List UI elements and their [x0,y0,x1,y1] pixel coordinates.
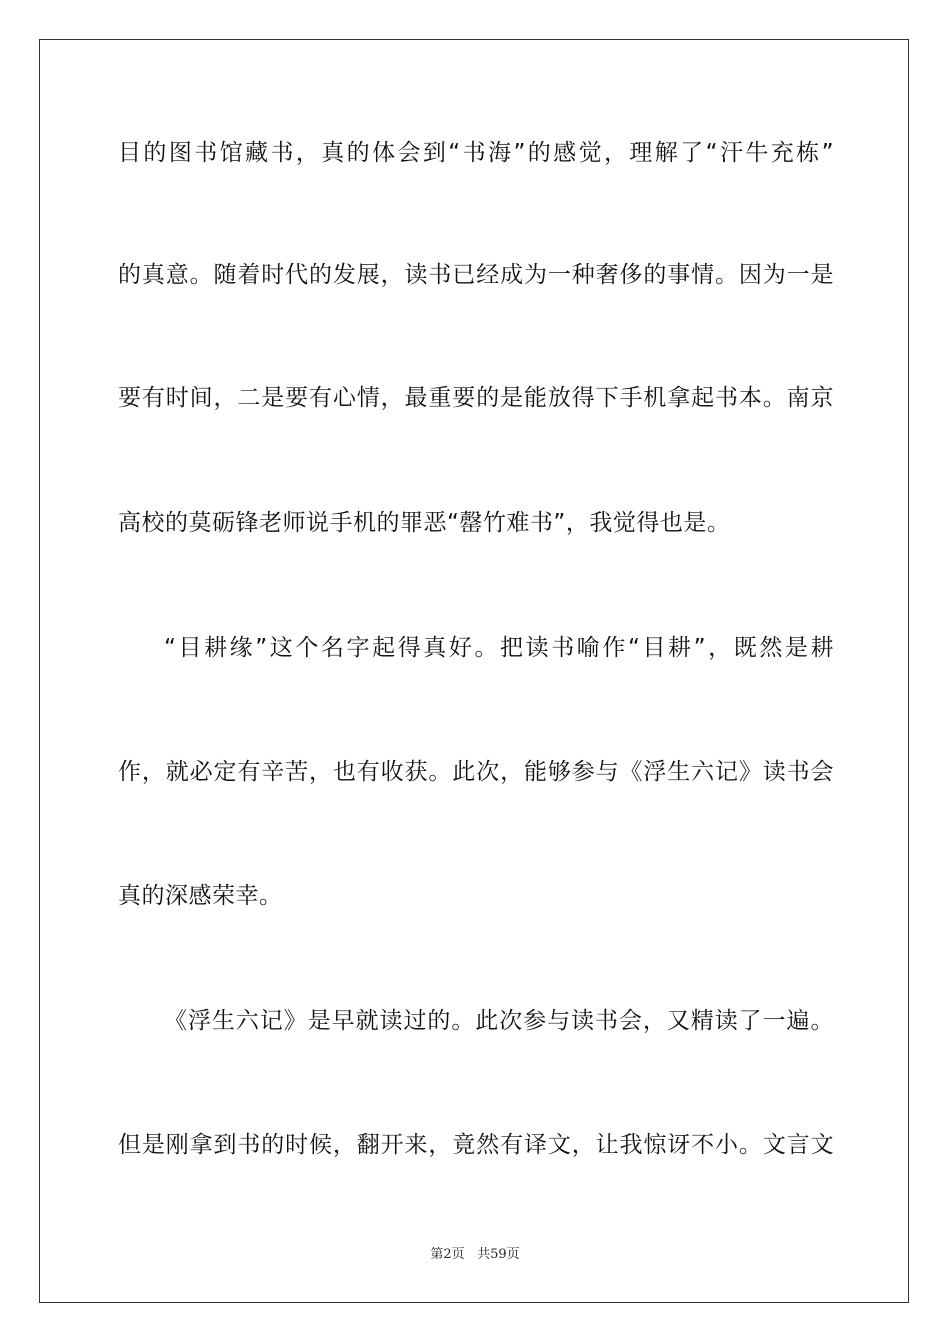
body-line-3: 要有时间，二是要有心情，最重要的是能放得下手机拿起书本。南京 [118,385,834,411]
body-line-7: 真的深感荣幸。 [118,883,283,909]
body-line-6: 作，就必定有辛苦，也有收获。此次，能够参与《浮生六记》读书会 [118,759,834,785]
page-footer [0,1246,950,1264]
body-line-4: 高校的莫砺锋老师说手机的罪恶“罄竹难书”，我觉得也是。 [118,510,731,536]
body-line-9: 但是刚拿到书的时候，翻开来，竟然有译文，让我惊讶不小。文言文 [118,1132,834,1158]
total-pages: 共59页 [477,1247,520,1262]
body-line-1: 目的图书馆藏书，真的体会到“书海”的感觉，理解了“汗牛充栋” [118,140,834,166]
body-line-8: 《浮生六记》是早就读过的。此次参与读书会，又精读了一遍。 [164,1008,834,1034]
page-border [39,39,909,1303]
body-line-5: “目耕缘”这个名字起得真好。把读书喻作“目耕”，既然是耕 [164,635,834,661]
page-number: 第2页 [430,1247,465,1262]
body-line-2: 的真意。随着时代的发展，读书已经成为一种奢侈的事情。因为一是 [118,262,834,288]
